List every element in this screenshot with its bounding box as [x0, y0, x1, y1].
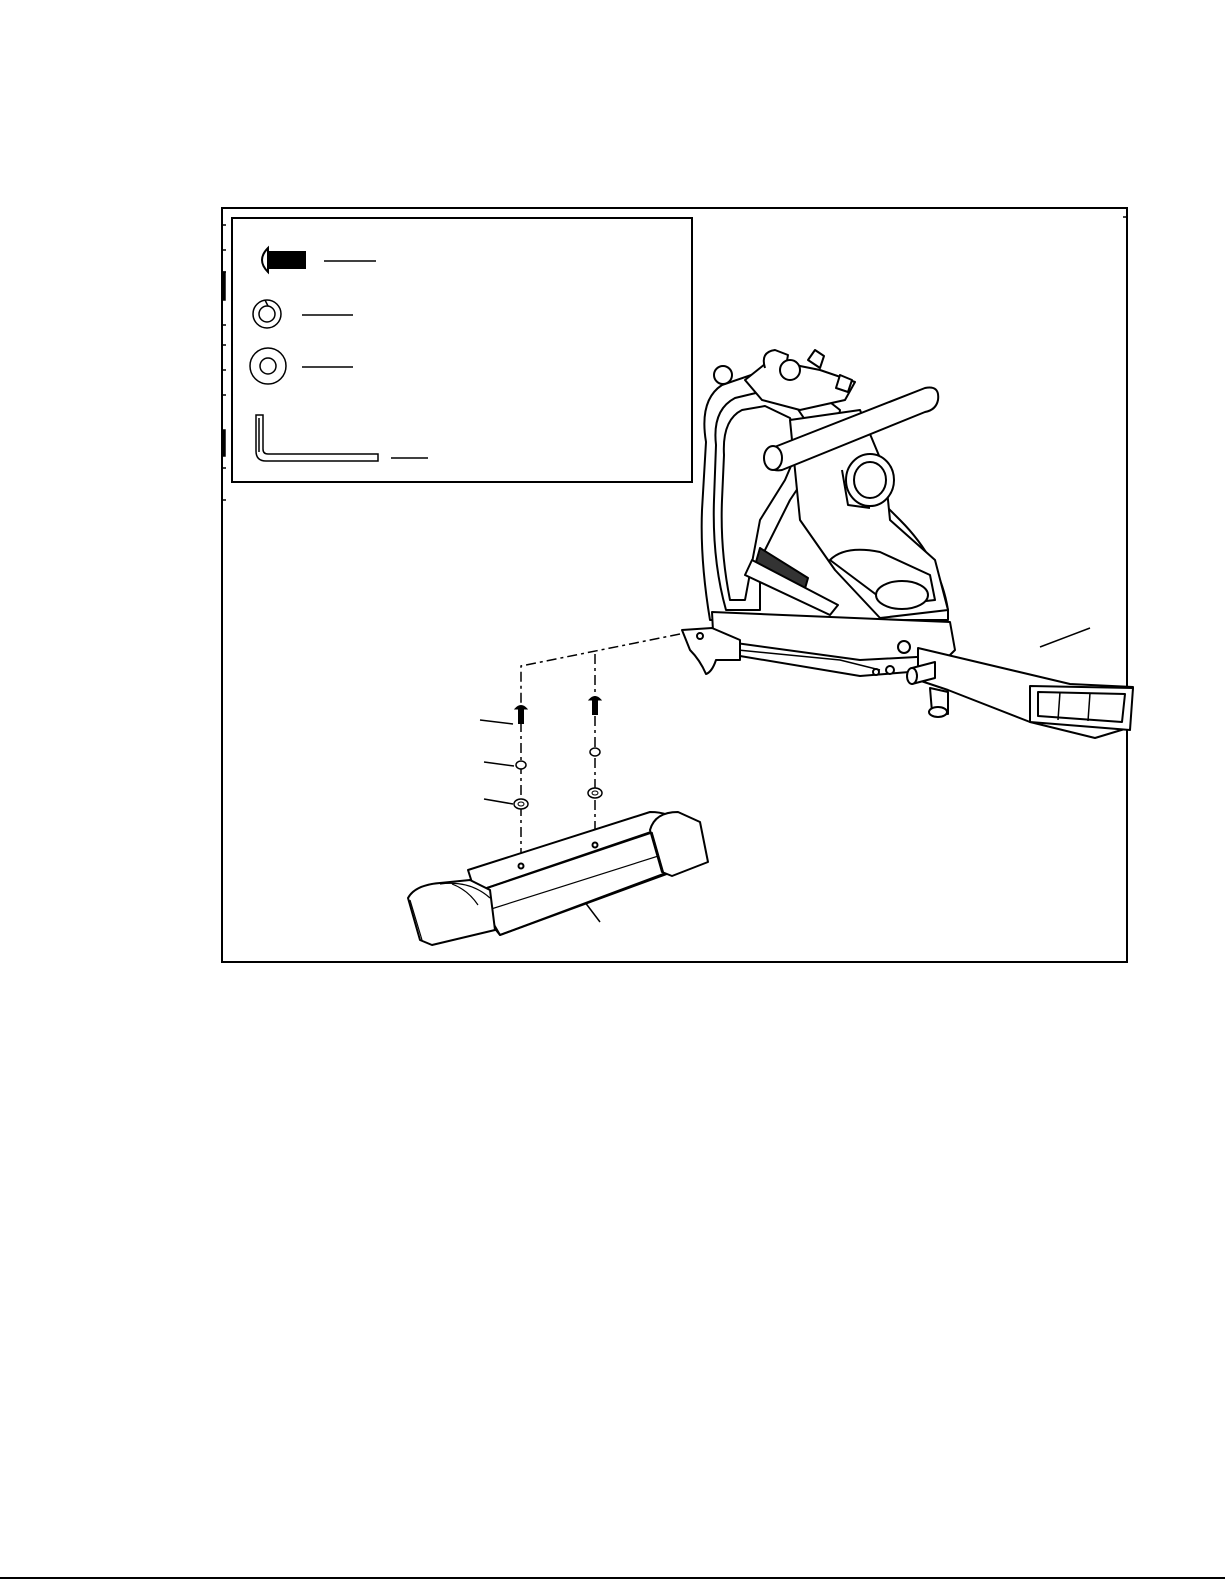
front-stabilizer — [408, 812, 708, 945]
flat-washer-icon — [250, 348, 353, 384]
lock-washer-icon — [253, 300, 353, 328]
rower-frame — [682, 350, 1133, 738]
hex-key-icon — [256, 415, 428, 461]
bolt-icon — [262, 248, 376, 272]
